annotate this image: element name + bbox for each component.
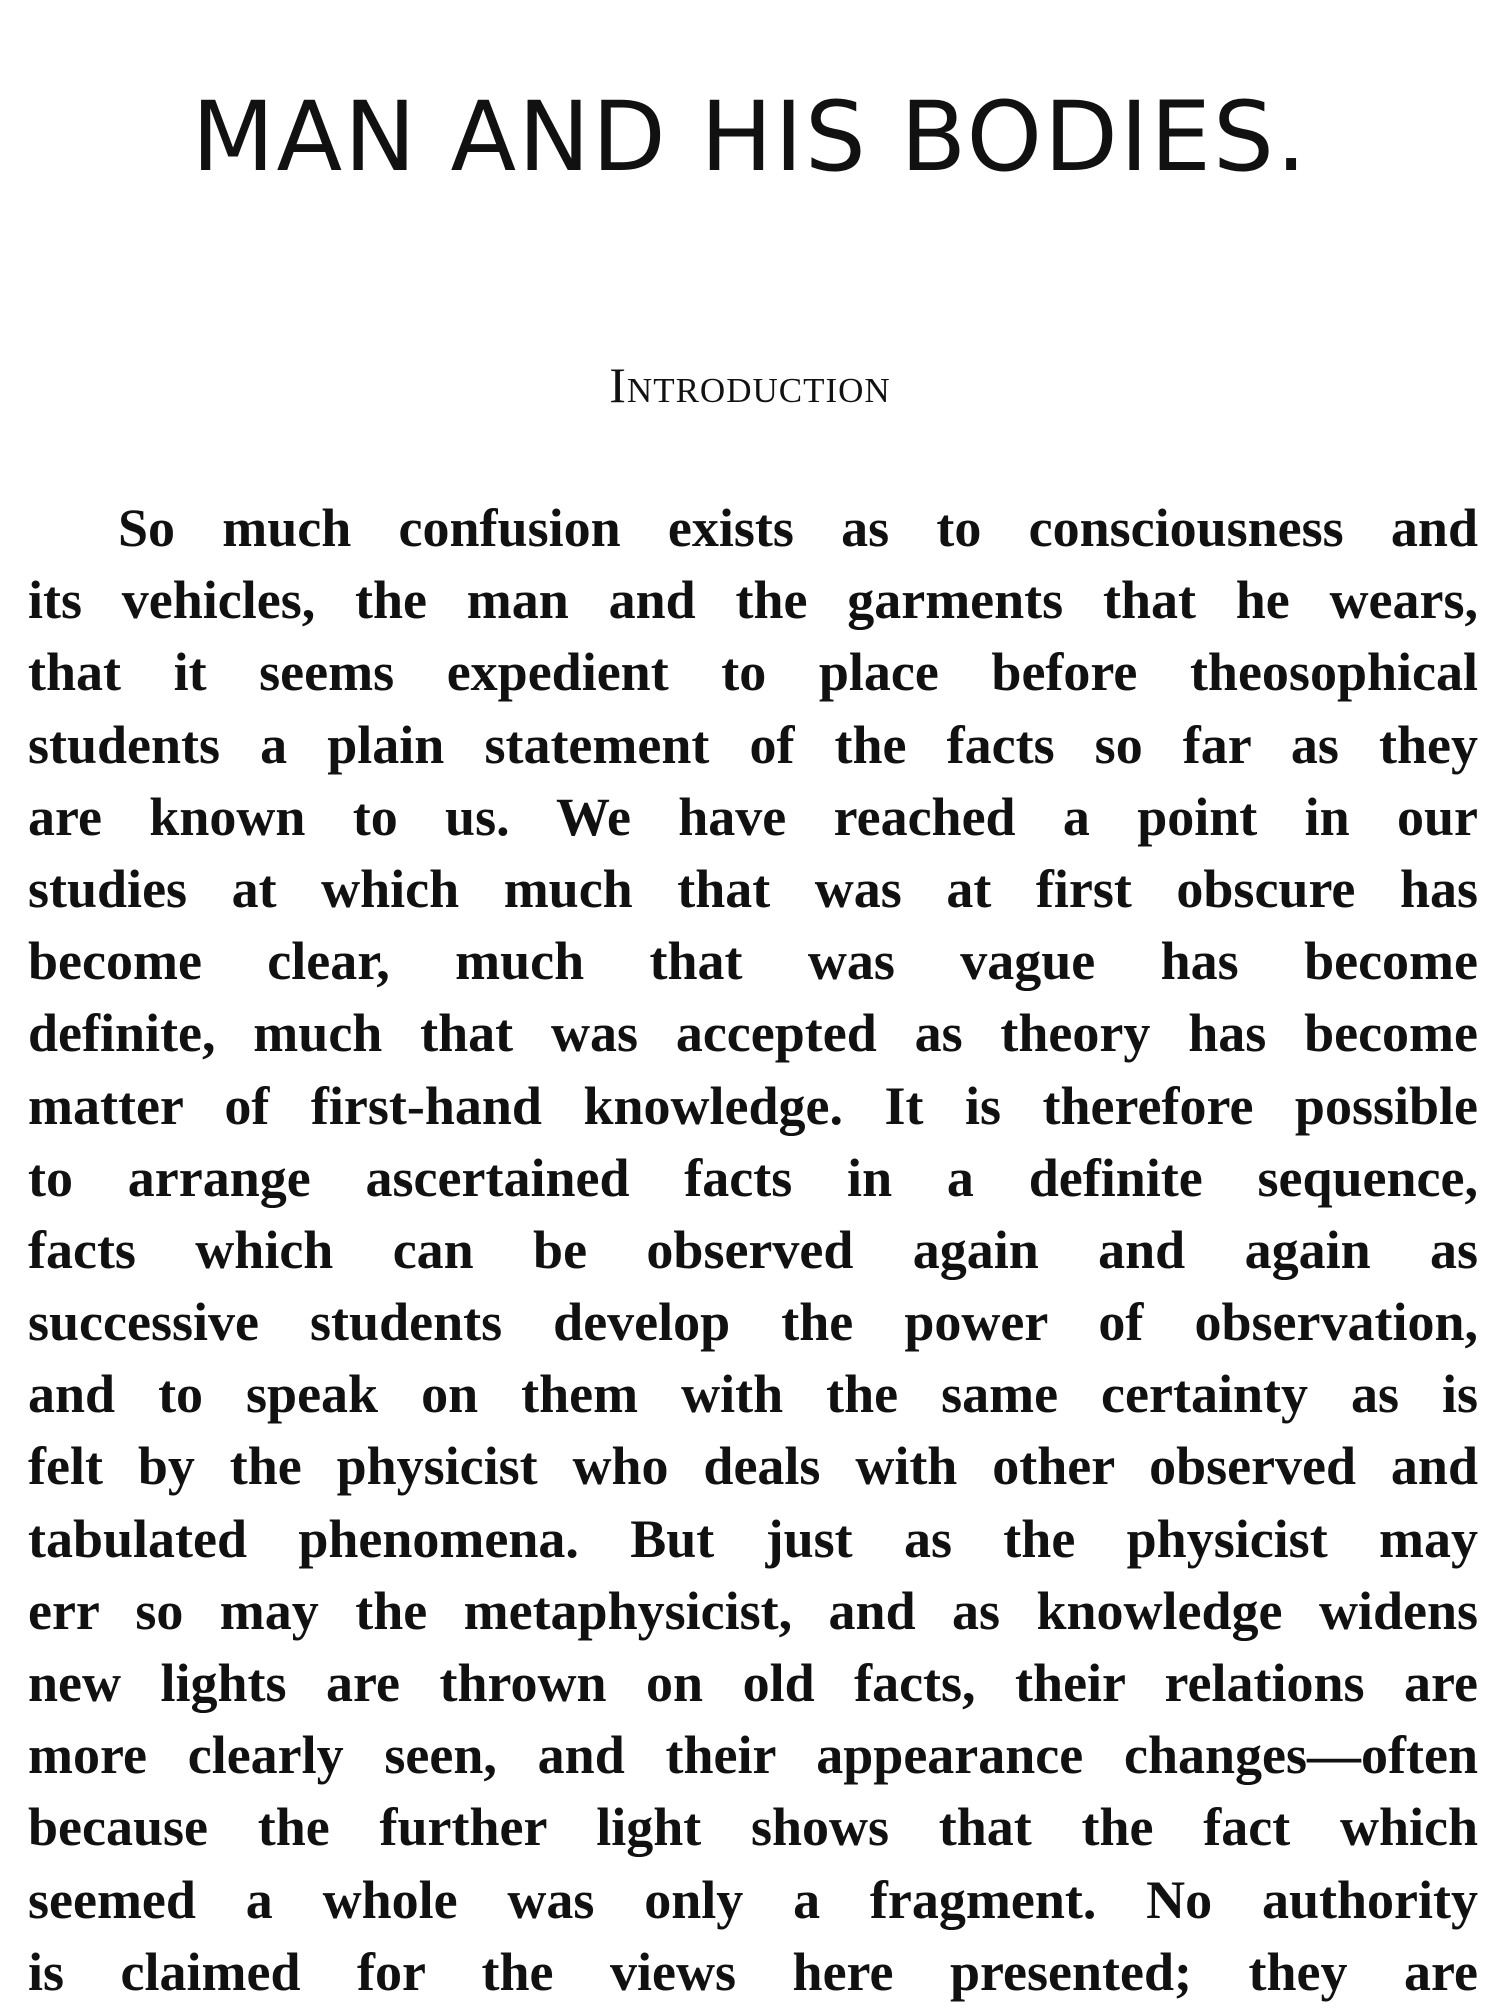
paragraph-line: more clearly seen, and their appearance changes—often [28,1725,1478,1786]
paragraph-line: become clear, much that was vague has become [28,931,1478,992]
paragraph-line: err so may the metaphysicist, and as knowledge widens [28,1580,1478,1641]
paragraph-line: matter of first-hand knowledge. It is therefore possible [28,1075,1478,1136]
paragraph-line: is claimed for the views here presented; they are [28,1941,1478,2002]
paragraph-line: to arrange ascertained facts in a definite sequence, [28,1147,1478,1208]
page-title: MAN AND HIS BODIES. [191,81,1309,193]
paragraph-line: felt by the physicist who deals with other observed and [28,1436,1478,1497]
section-heading: Introduction [609,357,891,413]
paragraph-line: So much confusion exists as to consciousness and [118,498,1478,558]
paragraph-line: successive students develop the power of observation, [28,1292,1478,1353]
paragraph-line: seemed a whole was only a fragment. No authority [28,1869,1478,1930]
paragraph-line: new lights are thrown on old facts, their relations are [28,1653,1478,1713]
paragraph-line: its vehicles, the man and the garments that he wears, [28,570,1478,631]
paragraph-line: definite, much that was accepted as theory has become [28,1003,1478,1064]
paragraph-line: are known to us. We have reached a point in our [28,786,1478,847]
introduction-paragraph [28,492,1478,2008]
paragraph-line: tabulated phenomena. But just as the physicist may [28,1508,1478,1569]
paragraph-line: and to speak on them with the same certainty as is [28,1364,1478,1425]
paragraph-line: studies at which much that was at first obscure has [28,858,1478,919]
paragraph-line: that it seems expedient to place before theosophical [28,642,1478,703]
paragraph-line: facts which can be observed again and again as [28,1219,1478,1280]
paragraph-line: students a plain statement of the facts so far as they [28,714,1478,775]
paragraph-line: because the further light shows that the fact which [28,1797,1478,1858]
